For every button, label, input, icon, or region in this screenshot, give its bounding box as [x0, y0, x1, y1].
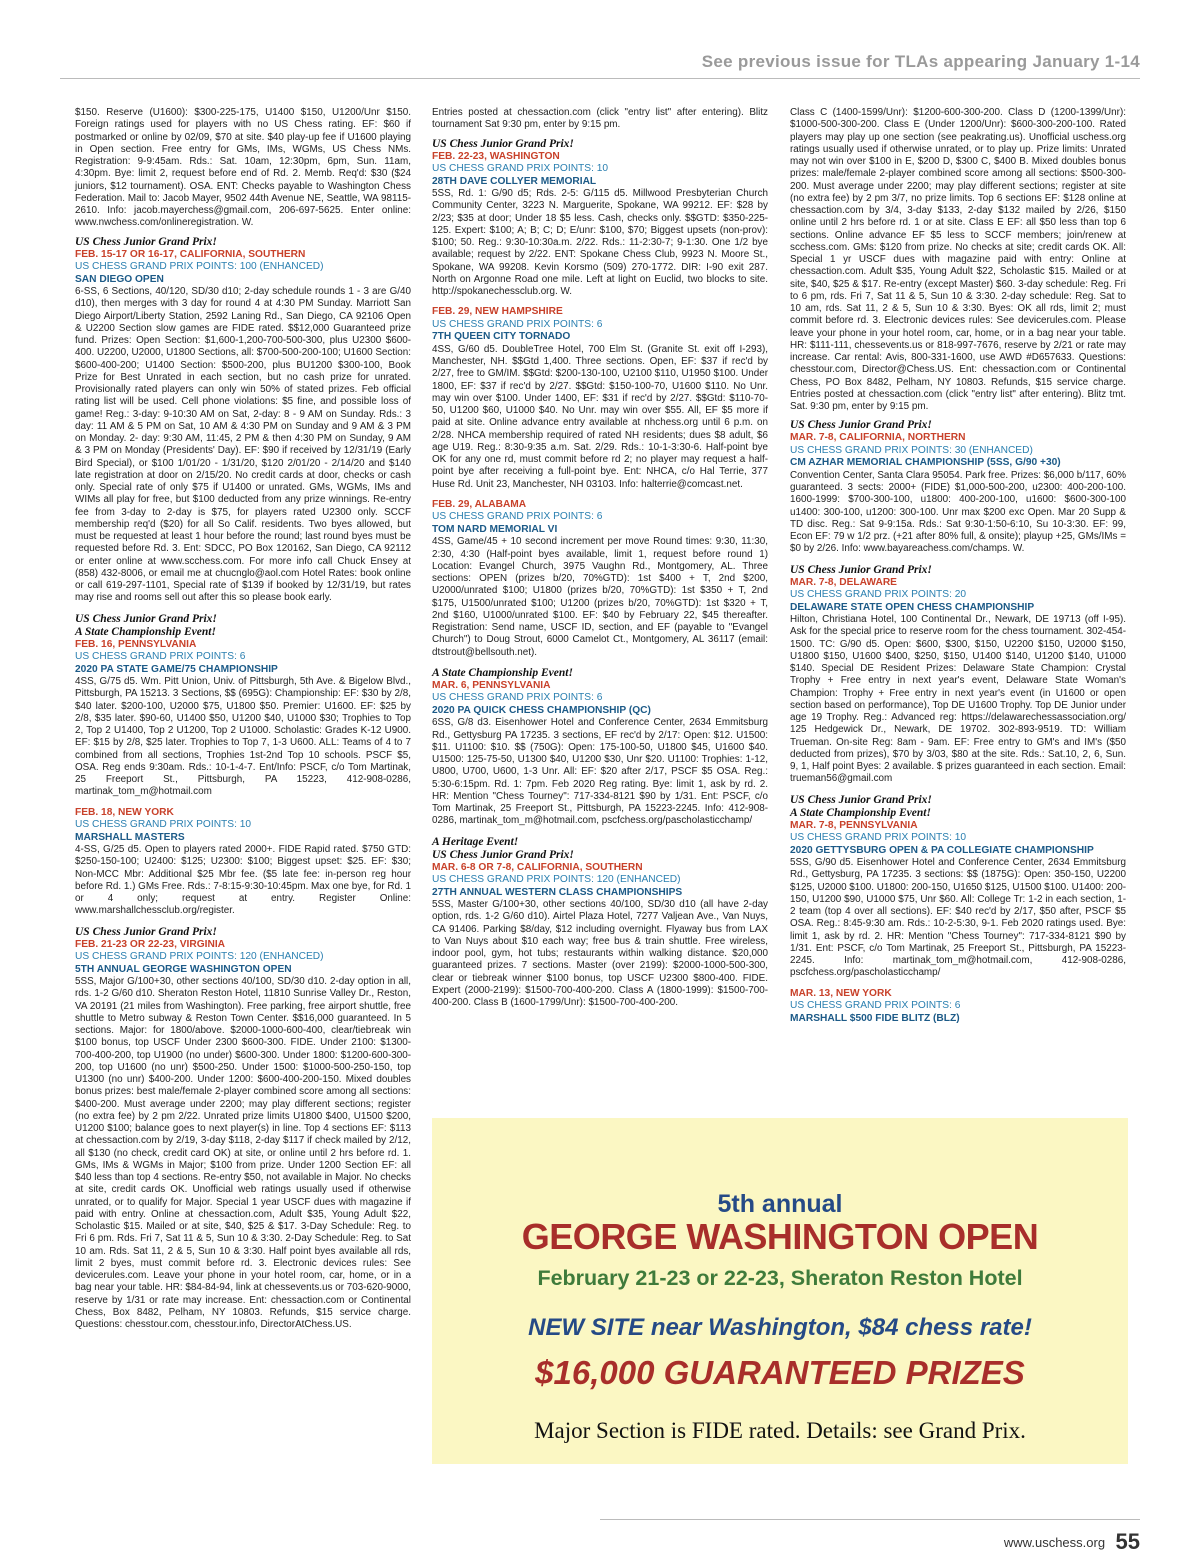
tournament-listing — [790, 988, 1126, 1026]
event-details-text: 4-SS, G/25 d5. Open to players rated 2000+. FIDE Rapid rated. $750 GTD: $250-150-100; U2400: $125; U2300: $100; Biggest upset: $25. EF: $30; Non-MCC Mbr: Additional $25 Mbr fee. ($5 late fee: in-person reg hour before Rd. 1.) GMs Free. Rds.: 7-8:15-9:30-10:45pm. Max one bye, for Rd. 1 or 4 only; request at entry. Register Online: www.marshallchessclub.org/register. — [75, 844, 411, 917]
page-footer — [600, 1519, 1140, 1555]
event-tagline: US Chess Junior Grand Prix! — [790, 793, 932, 806]
event-tagline: US Chess Junior Grand Prix! — [75, 925, 217, 938]
event-details-text: 5SS, Major G/100+30, other sections 40/100, SD/30 d10. 2-day option in all, rds. 1-2 G/60 d10. Sheraton Reston Hotel, 11810 Sunrise Valley Dr., Reston, VA 20191 (21 miles from Washington). Free parking, free airport shuttle, free shuttle to Metro subway & Reston Town Center. $$16,000 guaranteed. In 5 sections. Major: for 1800/above. $2000-1000-600-400, clear/tiebreak win $100 bonus, top USCF Under 2300 $600-300. FIDE. Under 2100: $1300-700-400-200, top U1900 (no under) $600-300. Under 1800: $1200-600-300-200, top U1600 (no unr) $500-250. Under 1500: $1000-500-250-150, top U1300 (no unr) $400-200. Under 1200: $600-400-200-150. Mixed doubles bonus prizes: best male/female 2-player combined score among all sections: $400-200. Must average under 2200; may play different sections; register (no extra fee) by 2 pm 2/22. Unrated prize limits U1800 $400, U1500 $200, U1200 $100; balance goes to next player(s) in line. Top 4 sections EF: $113 at chessaction.com by 2/19, 3-day $118, 2-day $117 if check mailed by 2/12, all $130 (no check, credit card OK) at site, or online until 2 hrs before rd. 1. GMs, IMs & WGMs in Major; $100 from prize. Under 1200 Section EF: all $40 less than top 4 sections. Re-entry $50, not available in Major. No checks at site, credit cards OK. Unofficial web ratings usually used if otherwise unrated, or to qualify for Major. Special 1 year USCF dues with magazine if paid with entry. Online at chessaction.com, Adult $35, Young Adult $22, Scholastic $15. Mailed or at site, $40, $25 & $17. 3-Day Schedule: Reg. to Fri 6 pm. Rds. Fri 7, Sat 11 & 5, Sun 10 & 3:30. 2-Day Schedule: Reg. to Sat 10 am. Rds. Sat 11, 2 & 5, Sun 10 & 3:30. Half point byes available all rds, limit 2 byes, must commit before rd. 3. Electronic devices rules: See devicerules.com. Leave your phone in your hotel room, car, home, or in a bag near your table. HR: $84-84-94, link at chessevents.us or 703-620-9000, reserve by 1/31 or rate may increase. Ent: chessaction.com or Continental Chess, Box 8482, Pelham, NY 10803. Refunds, $15 service charge. Questions: chesstour.com, chesstour.info, DirectorAtChess.US. — [75, 976, 411, 1330]
listing-continuation: Class C (1400-1599/Unr): $1200-600-300-200. Class D (1200-1399/Unr): $1000-500-300-200. Class E (Under 1200/Unr): $600-300-200-100. Rated players may play up one section (see peakrating.us). Unofficial uschess.org ratings usually used if otherwise unrated, or to play up. Prize limits: Unrated may not win over $100 in E, $200 D, $300 C, $400 B. Mixed doubles bonus prizes: male/female 2-player combined score among all sections: $500-300-200. Must average under 2200; may play different sections; register at site (no extra fee) by 2 pm 3/7, no prize limits. Top 6 sections EF: $128 online at chessaction.com by 3/4, 3-day $133, 2-day $132 mailed by 2/26, $150 online until 2 hrs before rd. 1 or at site. Class E EF: all $50 less than top 6 sections. Online advance EF $5 less to SCCF members; join/renew at scchess.com. GMs: $120 from prize. No checks at site; credit cards OK. All: Special 1 yr USCF dues with magazine paid with entry: Online at chessaction.com. Adult $35, Young Adult $22, Scholastic $15. Mailed or at site, $40, $25 & $17. Re-entry (except Master) $60. 3-day schedule: Reg. Fri to 6 pm, rds. Fri 7, Sat 11 & 5, Sun 10 & 3:30. 2-day schedule: Reg. Sat to 10 am, rds. Sat 11, 2 & 5, Sun 10 & 3:30. Byes: OK all rds, limit 2; must commit before rd. 3. Electronic devices rules: See devicerules.com. Please leave your phone in your hotel room, car, home, or in a bag near your table. HR: $111-111, chessevents.us or 818-997-7676, reserve by 2/21 or rate may increase. Car rental: Avis, 800-331-1600, use AWD #D657633. Questions: chesstour.com, Director@Chess.US. Ent: chessaction.com or Continental Chess, PO Box 8482, Pelham, NY 10803. Refunds, $15 service charge. Entries posted at chessaction.com (click "entry list" after entering). Blitz tmt. Sat. 9:30 pm, enter by 9:15 pm. — [790, 107, 1126, 412]
listing-continuation: $150. Reserve (U1600): $300-225-175, U1400 $150, U1200/Unr $150. Foreign ratings used for players with no US Chess rating. EF: $60 if postmarked or online by 02/09, $70 at site. $40 play-up fee if U1600 playing in Open section. Free entry for GMs, IMs, WGMs, US Chess NMs. Registration: 9-9:45am. Rds.: Sat. 10am, 12:30pm, 6pm, Sun. 11am, 4:30pm. Bye: limit 2, request before end of Rd. 2. Memb. Req'd: $30 ($24 juniors, $12 tournament). OSA. ENT: Checks payable to Washington Chess Federation. Mail to: Jacob Mayer, 9502 44th Avenue NE, Seattle, WA 98115-2610. Info: jacob.mayerchess@gmail.com, 206-697-5625. Enter online: www.nwchess.com/onlineregistration. W. — [75, 107, 411, 229]
grand-prix-points: US CHESS GRAND PRIX POINTS: 6 — [432, 318, 603, 330]
tournament-listing — [432, 138, 768, 299]
event-details — [75, 844, 411, 918]
event-date-location: MAR. 7-8, CALIFORNIA, NORTHERN — [790, 432, 966, 444]
event-tagline: A State Championship Event! — [75, 625, 216, 638]
event-date-location: FEB. 21-23 OR 22-23, VIRGINIA — [75, 938, 226, 950]
event-date-location: FEB. 22-23, WASHINGTON — [432, 150, 560, 162]
page-header: See previous issue for TLAs appearing January 1-14 — [60, 52, 1140, 79]
event-name: 28TH DAVE COLLYER MEMORIAL — [432, 175, 597, 187]
ad-dates-venue: February 21-23 or 22-23, Sheraton Reston Hotel — [537, 1266, 1023, 1290]
event-date-location: MAR. 6, PENNSYLVANIA — [432, 679, 551, 691]
grand-prix-points: US CHESS GRAND PRIX POINTS: 20 — [790, 589, 967, 600]
event-date-location: MAR. 7-8, DELAWARE — [790, 576, 897, 588]
tournament-listing — [75, 236, 411, 605]
event-name: 27TH ANNUAL WESTERN CLASS CHAMPIONSHIPS — [432, 886, 683, 898]
event-name: 5TH ANNUAL GEORGE WASHINGTON OPEN — [75, 963, 292, 975]
event-date-location: FEB. 15-17 OR 16-17, CALIFORNIA, SOUTHERN — [75, 248, 306, 260]
event-details-text: Convention Center, Santa Clara 95054. Park free. Prizes: $6,000 b/117, 60% guaranteed. 3 sects: 2000+ (FIDE) $1,000-500-200, u2300: 400-200-100. 1600-1999: $700-300-100, u1800: 400-200-100, u1600: $600-300-100 u1400: 300-100, u1200: 300-100. Unr max $200 exc Open. Mar 20 Supp & TD disc. Reg.: Sat 9-9:15a. Rds.: Sat 9:30-1:50-6:10, Su 10-3:30. EF: 99, Econ EF: 79 w 1/2 prz. (+21 after 80% full, & onsite); playup +25, GMs/IMs = $0 by 2/26. Info: www.bayareachess.com/champs. W. — [790, 469, 1126, 555]
event-name: CM AZHAR MEMORIAL CHAMPIONSHIP (5SS, G/90 +30) — [790, 457, 1061, 469]
tournament-listing — [75, 926, 411, 1332]
event-tagline: A State Championship Event! — [790, 806, 931, 819]
event-tagline: US Chess Junior Grand Prix! — [790, 563, 932, 576]
grand-prix-points: US CHESS GRAND PRIX POINTS: 10 — [432, 163, 609, 174]
event-details-text: 6-SS, 6 Sections, 40/120, SD/30 d10; 2-day schedule rounds 1 - 3 are G/40 d10), then merges with 3 day for round 4 at 4:30 PM Sunday. Marriott San Diego Airport/Liberty Station, 2592 Laning Rd., San Diego, CA 92106 Open & U2200 Section slow games are FIDE rated. $$12,000 Guaranteed prize fund. Prizes: Open Section: $1,600-1,200-700-500-300, plus U2300 $600-400. U2200, U2000, U1800 Sections, all: $700-500-200-100; U1600 Section: $600-400-200; U1400 Section: $500-200, plus BU1200 $300-100, Book Prize for Best Unrated in each section, but no cash prize for unrated. Provisionally rated players can only win 50% of stated prizes. Feb official rating list will be used. Cell phone violations: $5 fine, and possible loss of game! Reg.: 3-day: 9-10:30 AM on Sat, 2-day: 8 - 9 AM on Sunday. Rds.: 3 day: 11 AM & 5 PM on Sat, 10 AM & 4:30 PM on Sunday and 9 AM & 3 PM on Monday. 2- day: 9:30 AM, 11:45, 2 PM & then 4:30 PM on Sunday, 9 AM & 3 PM on Monday (Presidents' Day). EF: $90 if received by 12/31/19 (Early Bird Special), or $100 1/01/20 - 1/31/20, $120 2/01/20 - 2/14/20 and $140 late registration at door on 2/15/20. No credit cards at door, checks or cash only. Special rate of only $75 if U1400 or unrated. GMs, WGMs, IMs and WIMs all play for free, but $100 deducted from any prize winnings. Re-entry fee from 3-day to 2-day is $75, for players rated U2300 only. SCCF membership req'd ($20) for all So Calif. residents. Two byes allowed, but must be requested at least 1 hour before the round; last round byes must be requested before Rd. 3. Ent: SDCC, PO Box 120162, San Diego, CA 92112 or enter online at www.scchess.com. For more info call Chuck Ensey at (858) 432-8006, or email me at chucnglo@aol.com Hotel Rates: book online or call 619-297-1101, Special rate of $139 if booked by 12/31/19, but rates may rise and rooms sell out after this so please book early. — [75, 286, 411, 604]
event-tagline: US Chess Junior Grand Prix! — [75, 612, 217, 625]
tournament-listing — [75, 807, 411, 918]
footer-website: www.uschess.org — [1003, 1535, 1106, 1550]
event-details-text: 4SS, G/60 d5. DoubleTree Hotel, 700 Elm St. (Granite St. exit off I-293), Manchester, NH. $$Gtd 1,400. Three sections. Open, EF: $37 if rec'd by 2/27, free to GM/IM. $$Gtd: $200-130-100, U2100 $110, U1950 $100. Under 1800, EF: $37 if rec'd by 2/27. $$Gtd: $150-100-70, U1600 $110. No Unr. may win over $100. Under 1400, EF: $31 if rec'd by 2/27. $$Gtd: $110-70-50, U1200 $60, U1000 $40. No Unr. may win over $55. All, EF $5 more if paid at site. Online advance entry available at nhchess.org until 6 p.m. on 2/28. NHCA membership required of rated NH residents; dues $8 adult, $6 age U19. Reg.: 8:30-9:35 a.m. Sat. 2/29. Rds.: 10-1-3:30-6. Half-point bye OK for any one rd, must commit before rd 2; no player may request a half-point bye after receiving a full-point bye. Ent: NHCA, c/o Hal Terrie, 377 Huse Rd. Unit 23, Manchester, NH 03103. Info: halterrie@comcast.net. — [432, 343, 768, 490]
grand-prix-points: US CHESS GRAND PRIX POINTS: 10 — [75, 819, 252, 830]
grand-prix-points: US CHESS GRAND PRIX POINTS: 6 — [432, 692, 603, 704]
event-details-text: 4SS, G/75 d5. Wm. Pitt Union, Univ. of Pittsburgh, 5th Ave. & Bigelow Blvd., Pittsburgh, PA 15213. 3 Sections, $$ (695G): Championship: EF: $30 by 2/8, $40 later. $200-100, U2000 $75, U1800 $50. Premier: U1600. EF: $25 by 2/8, $35 later. $90-60, U1400 $50, U1200 $40, U1000 $30; Trophies to Top 2, Top 2 U1400, Top 2 U1200, Top 2 U1000. Scholastic: Grades K-12 U900. EF: $15 by 2/8, $25 later. Trophies to Top 7, 1-3 U600. ALL: Teams of 4 to 7 combined from all sections, Trophies 1st-2nd Top 10 schools. PSCF $5, OSA. Reg ends 9:30am. Rds.: 10-1-4-7. Ent/Info: PSCF, c/o Tom Martinak, 25 Freeport St., Pittsburgh, PA 15223, 412-908-0286, martinak_tom_m@hotmail.com — [75, 676, 411, 798]
event-date-location: FEB. 16, PENNSYLVANIA — [75, 638, 197, 650]
ad-edition: 5th annual — [717, 1190, 843, 1218]
grand-prix-points: US CHESS GRAND PRIX POINTS: 120 (ENHANCED) — [432, 874, 681, 885]
grand-prix-points: US CHESS GRAND PRIX POINTS: 6 — [790, 1000, 961, 1011]
event-details — [790, 470, 1126, 556]
event-name: 2020 PA STATE GAME/75 CHAMPIONSHIP — [75, 663, 278, 675]
listing-continuation: Entries posted at chessaction.com (click "entry list" after entering). Blitz tournament Sat 9:30 pm, enter by 9:15 pm. — [432, 107, 768, 131]
ad-prize-fund: $16,000 GUARANTEED PRIZES — [535, 1354, 1025, 1391]
event-date-location: FEB. 18, NEW YORK — [75, 806, 174, 818]
event-name: 7TH QUEEN CITY TORNADO — [432, 331, 571, 343]
event-tagline: US Chess Junior Grand Prix! — [432, 137, 574, 150]
tournament-listing — [432, 836, 768, 1010]
ad-title: GEORGE WASHINGTON OPEN — [521, 1216, 1039, 1257]
grand-prix-points: US CHESS GRAND PRIX POINTS: 100 (ENHANCED) — [75, 261, 324, 272]
event-tagline: US Chess Junior Grand Prix! — [790, 419, 932, 432]
tournament-listing — [790, 794, 1126, 980]
event-details — [432, 717, 768, 827]
event-name: 2020 PA QUICK CHESS CHAMPIONSHIP (QC) — [432, 704, 651, 716]
event-details-text: 5SS, Rd. 1: G/90 d5; Rds. 2-5: G/115 d5. Millwood Presbyterian Church Community Center, 3223 N. Marguerite, Spokane, WA 99212. EF: $28 by 2/23; $35 at door; Under 18 $5 less. Cash, checks only. $$GTD: $350-225-125. Expert: $100; A; B; C; D; E/unr: $100, $70; Biggest upsets (non-prov): $100; 50. Reg.: 9:30-10:30a.m. 2/22. Rds.: 11-2:30-7; 9-1:30. One 1/2 bye available; request by 2/22. ENT: Spokane Chess Club, 9923 N. Moore St., Spokane, WA 99208. Kevin Korsmo (509) 270-1772. DIR: I-90 exit 287. North on Argonne Road one mile. Left at light on Euclid, two blocks to site. http://spokanechessclub.org. W. — [432, 188, 768, 297]
event-tagline: US Chess Junior Grand Prix! — [432, 848, 574, 861]
tournament-listing — [75, 613, 411, 799]
ad-fide-note: Major Section is FIDE rated. Details: see Grand Prix. — [534, 1418, 1026, 1443]
event-name: SAN DIEGO OPEN — [75, 273, 164, 285]
event-details-text: 5SS, G/90 d5. Eisenhower Hotel and Conference Center, 2634 Emmitsburg Rd., Gettysburg, PA 17235. 3 sections: $$ (1875G): Open: 350-150, U2200 $125, U2000 $100. U1800: 200-150, U1650 $125, U1500 $100. U1400: 200-150, U1200 $90, U1000 $75, Unr $60. All: College Tr: 1-2 in each section, 1-2 team (top 4 over all sections). EF: $40 rec'd by 2/17, $50 after, PSCF $5 OSA. Reg.: 8:45-9:30 am. Rds.: 10-2-5:30, 9-1. Feb 2020 ratings used. Bye: limit 1, ask by rd. 2. HR: Mention "Chess Tourney": 717-334-8121 $90 by 1/31. Ent: PSCF, c/o Tom Martinak, 25 Freeport St., Pittsburgh, PA 15223-2245. Info: martinak_tom_m@hotmail.com, 412-908-0286, pscfchess.org/pascholasticchamp/ — [790, 857, 1127, 979]
column-2 — [432, 107, 768, 1017]
grand-prix-points: US CHESS GRAND PRIX POINTS: 6 — [75, 651, 246, 662]
tournament-listing — [790, 564, 1126, 786]
event-date-location: MAR. 13, NEW YORK — [790, 987, 892, 999]
page-number: 55 — [1115, 1529, 1140, 1554]
grand-prix-points: US CHESS GRAND PRIX POINTS: 6 — [432, 511, 603, 523]
event-details-text: Hilton, Christiana Hotel, 100 Continental Dr., Newark, DE 19713 (off I-95). Ask for the special price to reserve room for the chess tournament. 302-454-1500. TC: G/90 d5. Open: $600, $300, $150, U2200 $150, U2000 $150, U1800 $150, U1600 $400, $250, $150, U1400 $140, U1200 $140, U1000 $140. Special DE Resident Prizes: Delaware State Champion: Crystal Trophy + Free entry in next year's event, Delaware State Woman's Champion: Trophy + Free entry in next year's event (in U1600 or open section based on performance), Top DE U1600 Trophy. Top DE Junior under age 19 Trophy. Reg.: Advanced reg: https://delawarechessassociation.org/ 125 Hedgewick Dr., Newark, DE 19702. 302-893-9519. TD: William Trueman. On-site Reg: 8am - 9am. EF: Free entry to GM's and IM's ($50 deducted from prizes), $70 by 3/03, $80 at the site. Rds.: Sat.10, 2, 6, Sun. 9, 1, Half point Byes: 2 available. $ prizes guaranteed in each section. Email: trueman56@gmail.com — [790, 614, 1126, 785]
event-details-text: 4SS, Game/45 + 10 second increment per move Round times: 9:30, 11:30, 2:30, 4:30 (Half-point byes available, limit 1, request before round 1) Location: Evangel Church, 3975 Vaughn Rd., Montgomery, AL. Three sections: OPEN (prizes b/20, 70%GTD): 1st $400 + T, 2nd $200, U2000/unrated $100; U1800 (prizes b/20, 70%GTD): 1st $350 + T, 2nd $175, U1500/unrated $100; U1200 (prizes b/20, 70%GTD): 1st $320 + T, 2nd $160, U1000/unrated $100. EF: $40 by February 22, $45 thereafter. Registration: Send name, USCF ID, section, and EF (payable to "Evangel Church") to Doug Strout, 6000 Camelot Ct., Montgomery, AL 36117 (email: dtstrout@bellsouth.net). — [432, 536, 768, 658]
event-date-location: MAR. 7-8, PENNSYLVANIA — [790, 819, 918, 831]
event-date-location: FEB. 29, NEW HAMPSHIRE — [432, 306, 563, 318]
event-details — [75, 676, 411, 799]
event-name: TOM NARD MEMORIAL VI — [432, 523, 558, 535]
event-tagline: US Chess Junior Grand Prix! — [75, 235, 217, 248]
event-details — [790, 614, 1126, 786]
event-details — [75, 286, 411, 605]
ad-new-site: NEW SITE near Washington, $84 chess rate! — [528, 1314, 1032, 1341]
tournament-listing — [790, 419, 1126, 555]
grand-prix-points: US CHESS GRAND PRIX POINTS: 10 — [790, 832, 967, 843]
grand-prix-points: US CHESS GRAND PRIX POINTS: 120 (ENHANCED) — [75, 951, 324, 962]
event-tagline: A State Championship Event! — [432, 666, 573, 679]
column-1 — [75, 107, 411, 1339]
event-details — [432, 899, 768, 1009]
event-name: 2020 GETTYSBURG OPEN & PA COLLEGIATE CHAMPIONSHIP — [790, 844, 1094, 856]
column-3 — [790, 107, 1126, 1033]
event-details — [790, 857, 1126, 980]
event-details — [432, 536, 768, 659]
event-tagline: A Heritage Event! — [432, 835, 519, 848]
event-name: MARSHALL MASTERS — [75, 831, 185, 843]
event-details — [432, 344, 768, 491]
event-details-text: 5SS, Master G/100+30, other sections 40/100, SD/30 d10 (all have 2-day option, rds. 1-2 G/60 d10). Airtel Plaza Hotel, 7277 Valjean Ave., Van Nuys, CA 91406. Parking $8/day, $12 including overnight. Flyaway bus from LAX to Van Nuys about $10 each way; free bus & train shuttle. Free wireless, indoor pool, gym, hot tubs; restaurants within walking distance. $20,000 guaranteed prizes. 7 sections. Master (over 2199): $2000-1000-500-300, clear or tiebreak winner $100 bonus, top USCF U2300 $800-400. FIDE. Expert (2000-2199): $1500-700-400-200. Class A (1800-1999): $1500-700-400-200. Class B (1600-1799/Unr): $1500-700-400-200. — [432, 899, 768, 1008]
event-details — [75, 976, 411, 1331]
event-date-location: MAR. 6-8 OR 7-8, CALIFORNIA, SOUTHERN — [432, 861, 643, 873]
event-date-location: FEB. 29, ALABAMA — [432, 498, 527, 510]
tournament-listing — [432, 667, 768, 828]
george-washington-open-ad — [432, 1118, 1128, 1464]
grand-prix-points: US CHESS GRAND PRIX POINTS: 30 (ENHANCED) — [790, 444, 1033, 456]
tournament-listing — [432, 306, 768, 491]
event-name: MARSHALL $500 FIDE BLITZ (BLZ) — [790, 1012, 960, 1024]
tournament-listing — [432, 499, 768, 659]
event-details — [432, 188, 768, 298]
event-name: DELAWARE STATE OPEN CHESS CHAMPIONSHIP — [790, 601, 1035, 613]
event-details-text: 6SS, G/8 d3. Eisenhower Hotel and Conference Center, 2634 Emmitsburg Rd., Gettysburg PA 17235. 3 sections, EF rec'd by 2/17: Open: $12. U1500: $11. U1100: $10. $$ (750G): Open: 175-100-50, U1800 $45, U1600 $40. U1500: 125-75-50, U1300 $40, U1200 $30, Unr $20. U1100: Trophies: 1-12, U800, U700, U600, 1-3 Unr. All: EF: $20 after 2/17, PSCF $5 OSA. Reg.: 5:30-6:15pm. Rd. 1: 7pm. Feb 2020 Reg rating. Bye: limit 1, ask by rd. 2. HR: Mention "Chess Tourney": 717-334-8121 $90 by 1/31. Ent: PSCF, c/o Tom Martinak, 25 Freeport St., Pittsburgh, PA 15223-2245. Info: 412-908-0286, martinak_tom_m@hotmail.com, pscfchess.org/pascholasticchamp/ — [432, 717, 768, 827]
